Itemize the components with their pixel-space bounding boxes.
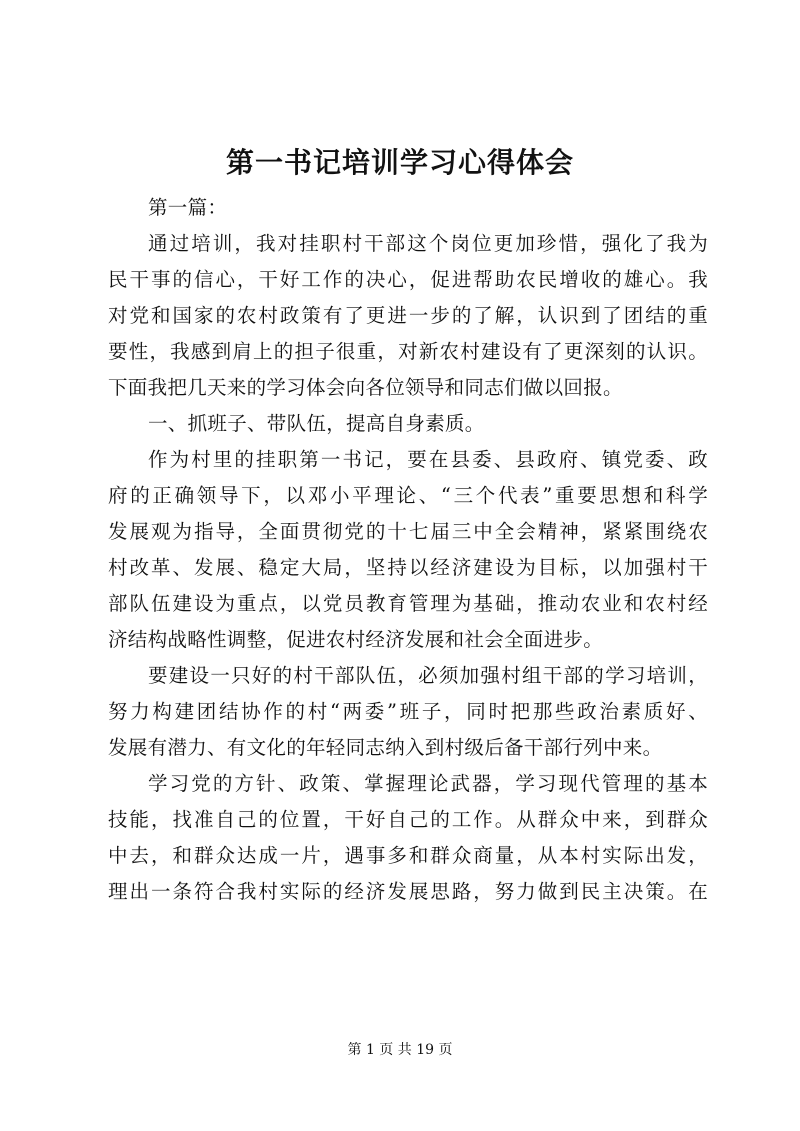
text-line: 中去，和群众达成一片，遇事多和群众商量，从本村实际出发， bbox=[108, 844, 708, 867]
text-line: 下面我把几天来的学习体会向各位领导和同志们做以回报。 bbox=[108, 376, 623, 399]
text-line: 对党和国家的农村政策有了更进一步的了解，认识到了团结的重 bbox=[108, 304, 708, 327]
text-line: 村改革、发展、稳定大局，坚持以经济建设为目标，以加强村干 bbox=[108, 556, 708, 579]
page-footer: 第 1 页 共 19 页 bbox=[347, 1042, 453, 1058]
text-line: 第一篇： bbox=[148, 196, 228, 219]
text-line: 技能，找准自己的位置，干好自己的工作。从群众中来，到群众 bbox=[108, 808, 708, 831]
text-line: 作为村里的挂职第一书记，要在县委、县政府、镇党委、政 bbox=[148, 448, 708, 471]
text-line: 要性，我感到肩上的担子很重，对新农村建设有了更深刻的认识。 bbox=[108, 340, 708, 363]
document-title: 第一书记培训学习心得体会 bbox=[225, 146, 574, 179]
text-line: 通过培训，我对挂职村干部这个岗位更加珍惜，强化了我为 bbox=[148, 232, 708, 255]
text-line: 发展观为指导，全面贯彻党的十七届三中全会精神，紧紧围绕农 bbox=[108, 520, 708, 543]
text-line: 要建设一只好的村干部队伍，必须加强村组干部的学习培训， bbox=[148, 664, 708, 687]
text-line: 发展有潜力、有文化的年轻同志纳入到村级后备干部行列中来。 bbox=[108, 736, 663, 759]
text-line: 济结构战略性调整，促进农村经济发展和社会全面进步。 bbox=[108, 628, 604, 651]
text-line: 府的正确领导下，以邓小平理论、“三个代表”重要思想和科学 bbox=[108, 484, 708, 507]
text-line: 学习党的方针、政策、掌握理论武器，学习现代管理的基本 bbox=[148, 772, 708, 795]
document-body bbox=[108, 190, 708, 910]
text-line: 民干事的信心，干好工作的决心，促进帮助农民增收的雄心。我 bbox=[108, 268, 708, 291]
text-line: 理出一条符合我村实际的经济发展思路，努力做到民主决策。在 bbox=[108, 880, 708, 903]
text-line: 部队伍建设为重点，以党员教育管理为基础，推动农业和农村经 bbox=[108, 592, 708, 615]
text-line: 一、抓班子、带队伍，提高自身素质。 bbox=[148, 412, 485, 435]
text-line: 努力构建团结协作的村“两委”班子，同时把那些政治素质好、 bbox=[108, 700, 708, 723]
